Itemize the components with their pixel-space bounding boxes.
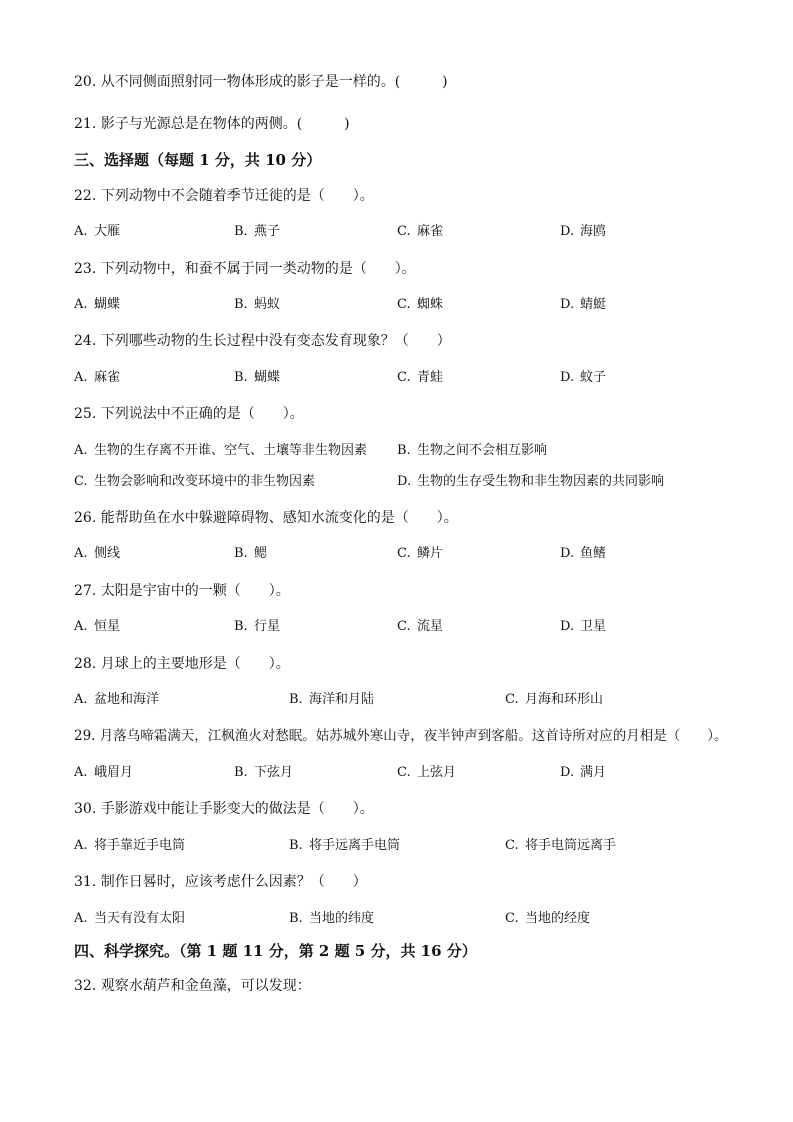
question-20: 20. 从不同侧面照射同一物体形成的影子是一样的。( ): [74, 74, 448, 90]
question-31: 31. 制作日晷时，应该考虑什么因素？（ ）: [74, 874, 367, 890]
option-23c: C. 蜘蛛: [397, 297, 444, 312]
option-24c: C. 青蛙: [397, 370, 444, 385]
option-25a: A. 生物的生存离不开谁、空气、土壤等非生物因素: [74, 443, 368, 458]
option-22d: D. 海鸥: [560, 224, 607, 239]
option-31b: B. 当地的纬度: [289, 911, 375, 926]
question-22: 22. 下列动物中不会随着季节迁徙的是（ ）。: [74, 188, 374, 204]
option-22b: B. 燕子: [234, 224, 281, 239]
option-23d: D. 蜻蜓: [560, 297, 607, 312]
option-26b: B. 鳃: [234, 546, 268, 561]
section-heading-choice: 三、选择题（每题 1 分，共 10 分）: [74, 151, 322, 169]
question-23: 23. 下列动物中，和蚕不属于同一类动物的是（ ）。: [74, 261, 416, 277]
option-25d: D. 生物的生存受生物和非生物因素的共同影响: [397, 474, 665, 489]
option-29c: C. 上弦月: [397, 765, 457, 780]
option-23b: B. 蚂蚁: [234, 297, 281, 312]
option-26d: D. 鱼鳍: [560, 546, 607, 561]
option-24a: A. 麻雀: [74, 370, 121, 385]
question-30: 30. 手影游戏中能让手影变大的做法是（ ）。: [74, 801, 374, 817]
option-25c: C. 生物会影响和改变环境中的非生物因素: [74, 474, 316, 489]
option-29b: B. 下弦月: [234, 765, 294, 780]
option-28b: B. 海洋和月陆: [289, 692, 375, 707]
question-26: 26. 能帮助鱼在水中躲避障碍物、感知水流变化的是（ ）。: [74, 510, 458, 526]
question-32: 32. 观察水葫芦和金鱼藻，可以发现：: [74, 978, 311, 994]
question-25: 25. 下列说法中不正确的是（ ）。: [74, 406, 304, 422]
option-31a: A. 当天有没有太阳: [74, 911, 186, 926]
question-27: 27. 太阳是宇宙中的一颗（ ）。: [74, 583, 290, 599]
option-29d: D. 满月: [560, 765, 607, 780]
option-30b: B. 将手远离手电筒: [289, 838, 401, 853]
option-27c: C. 流星: [397, 619, 444, 634]
option-25b: B. 生物之间不会相互影响: [397, 443, 548, 458]
question-24: 24. 下列哪些动物的生长过程中没有变态发育现象？（ ）: [74, 333, 451, 349]
option-26c: C. 鳞片: [397, 546, 444, 561]
option-28a: A. 盆地和海洋: [74, 692, 160, 707]
option-23a: A. 蝴蝶: [74, 297, 121, 312]
option-26a: A. 侧线: [74, 546, 121, 561]
option-30a: A. 将手靠近手电筒: [74, 838, 186, 853]
option-22a: A. 大雁: [74, 224, 121, 239]
option-30c: C. 将手电筒远离手: [505, 838, 617, 853]
option-27d: D. 卫星: [560, 619, 607, 634]
option-24d: D. 蚊子: [560, 370, 607, 385]
option-29a: A. 峨眉月: [74, 765, 134, 780]
question-21: 21. 影子与光源总是在物体的两侧。( ): [74, 116, 350, 132]
option-31c: C. 当地的经度: [505, 911, 591, 926]
option-28c: C. 月海和环形山: [505, 692, 604, 707]
option-27b: B. 行星: [234, 619, 281, 634]
question-28: 28. 月球上的主要地形是（ ）。: [74, 656, 290, 672]
option-22c: C. 麻雀: [397, 224, 444, 239]
section-heading-inquiry: 四、科学探究。（第 1 题 11 分，第 2 题 5 分，共 16 分）: [74, 942, 477, 960]
option-27a: A. 恒星: [74, 619, 121, 634]
option-24b: B. 蝴蝶: [234, 370, 281, 385]
question-29: 29. 月落乌啼霜满天，江枫渔火对愁眠。姑苏城外寒山寺，夜半钟声到客船。这首诗所对应的月相是（ ）。: [74, 728, 728, 744]
